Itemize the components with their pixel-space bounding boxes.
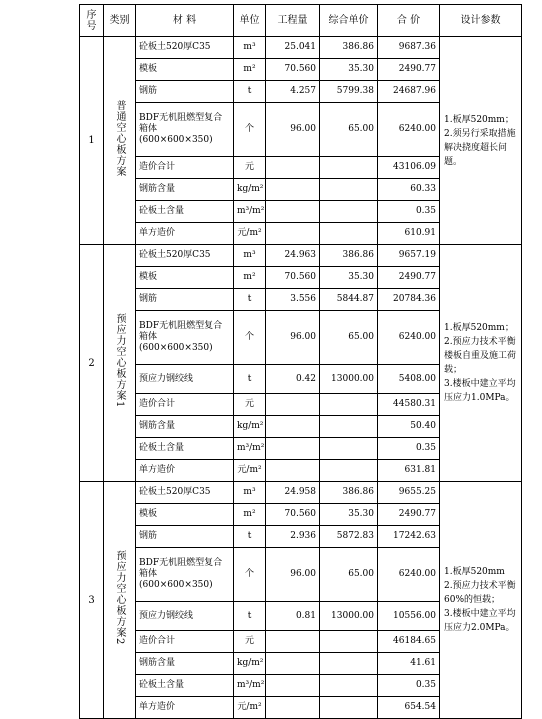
total-cell: 0.35 [378, 438, 440, 460]
header-cell-unit: 单位 [234, 5, 266, 37]
unit-cell: 元/m² [234, 460, 266, 482]
quantity-cell: 70.560 [266, 59, 320, 81]
total-cell: 43106.09 [378, 157, 440, 179]
quantity-cell: 3.556 [266, 289, 320, 311]
unit-cell: m³/m² [234, 438, 266, 460]
unit-price-cell: 386.86 [320, 245, 378, 267]
group-category: 预应力空心板方案2 [114, 550, 125, 646]
header-row [80, 5, 522, 37]
design-parameter-line: 2.预应力技术平衡楼板自重及施工荷载； [444, 337, 517, 375]
material-cell: 模板 [136, 504, 234, 526]
unit-price-cell [320, 697, 378, 719]
unit-price-cell: 65.00 [320, 311, 378, 365]
material-cell: 砼板土含量 [136, 675, 234, 697]
quantity-cell [266, 416, 320, 438]
unit-price-cell: 5872.83 [320, 526, 378, 548]
quantity-cell [266, 201, 320, 223]
quantity-cell [266, 460, 320, 482]
material-cell: 造价合计 [136, 394, 234, 416]
design-parameter-line: 3.楼板中建立平均压应力1.0MPa。 [444, 379, 516, 403]
unit-price-cell: 35.30 [320, 504, 378, 526]
quantity-cell: 25.041 [266, 37, 320, 59]
unit-cell: kg/m² [234, 179, 266, 201]
material-cell: 钢筋 [136, 526, 234, 548]
unit-cell: kg/m² [234, 416, 266, 438]
unit-price-cell [320, 223, 378, 245]
total-cell: 50.40 [378, 416, 440, 438]
unit-price-cell: 13000.00 [320, 365, 378, 394]
material-cell: 砼板土含量 [136, 438, 234, 460]
total-cell: 5408.00 [378, 365, 440, 394]
total-cell: 654.54 [378, 697, 440, 719]
quantity-cell [266, 223, 320, 245]
unit-price-cell [320, 460, 378, 482]
total-cell: 9655.25 [378, 482, 440, 504]
unit-price-cell [320, 394, 378, 416]
total-cell: 60.33 [378, 179, 440, 201]
material-cell: 砼板土520厚C35 [136, 245, 234, 267]
material-cell: 预应力钢绞线 [136, 365, 234, 394]
unit-cell: t [234, 81, 266, 103]
unit-price-cell: 65.00 [320, 103, 378, 157]
total-cell: 631.81 [378, 460, 440, 482]
total-cell: 44580.31 [378, 394, 440, 416]
unit-price-cell: 5799.38 [320, 81, 378, 103]
unit-cell: t [234, 365, 266, 394]
quantity-cell [266, 653, 320, 675]
total-cell: 6240.00 [378, 548, 440, 602]
group-category: 预应力空心板方案1 [114, 313, 125, 409]
unit-cell: 个 [234, 103, 266, 157]
quantity-cell: 0.81 [266, 602, 320, 631]
quantity-cell: 0.42 [266, 365, 320, 394]
material-cell: 钢筋含量 [136, 416, 234, 438]
quantity-cell: 4.257 [266, 81, 320, 103]
design-parameter-line: 2.须另行采取措施解决挠度超长问题。 [444, 128, 516, 167]
total-cell: 2490.77 [378, 267, 440, 289]
total-cell: 2490.77 [378, 504, 440, 526]
unit-price-cell [320, 179, 378, 201]
material-cell: 单方造价 [136, 460, 234, 482]
quantity-cell: 2.936 [266, 526, 320, 548]
unit-price-cell [320, 675, 378, 697]
unit-cell: m² [234, 59, 266, 81]
unit-cell: 元 [234, 157, 266, 179]
unit-price-cell [320, 157, 378, 179]
cost-comparison-table [79, 4, 522, 719]
material-cell: 砼板土含量 [136, 201, 234, 223]
design-parameters-cell [440, 37, 522, 245]
material-cell: 造价合计 [136, 157, 234, 179]
unit-price-cell [320, 653, 378, 675]
table-body [80, 37, 522, 719]
total-cell: 9687.36 [378, 37, 440, 59]
group-category-cell [104, 482, 136, 719]
material-cell: 模板 [136, 267, 234, 289]
unit-price-cell: 35.30 [320, 59, 378, 81]
unit-cell: 个 [234, 548, 266, 602]
material-cell: 单方造价 [136, 697, 234, 719]
material-cell: 钢筋 [136, 289, 234, 311]
quantity-cell [266, 179, 320, 201]
unit-cell: t [234, 526, 266, 548]
design-parameters-cell [440, 482, 522, 719]
quantity-cell [266, 631, 320, 653]
unit-cell: t [234, 602, 266, 631]
unit-cell: m³/m² [234, 201, 266, 223]
design-parameter-line: 1.板厚520mm [444, 567, 505, 577]
quantity-cell [266, 394, 320, 416]
material-cell: 钢筋含量 [136, 179, 234, 201]
total-cell: 20784.36 [378, 289, 440, 311]
material-cell: 钢筋 [136, 81, 234, 103]
quantity-cell: 70.560 [266, 504, 320, 526]
material-cell: 砼板土520厚C35 [136, 37, 234, 59]
unit-price-cell [320, 416, 378, 438]
unit-cell: t [234, 289, 266, 311]
total-cell: 0.35 [378, 201, 440, 223]
quantity-cell [266, 675, 320, 697]
header-cell-quantity: 工程量 [266, 5, 320, 37]
group-category-cell [104, 37, 136, 245]
total-cell: 2490.77 [378, 59, 440, 81]
header-cell-design: 设计参数 [440, 5, 522, 37]
unit-cell: 个 [234, 311, 266, 365]
header-cell-no: 序号 [80, 5, 104, 37]
unit-price-cell [320, 631, 378, 653]
quantity-cell: 96.00 [266, 103, 320, 157]
table-row [80, 37, 522, 59]
group-category: 普通空心板方案 [114, 100, 125, 177]
quantity-cell [266, 157, 320, 179]
design-parameters-cell [440, 245, 522, 482]
total-cell: 6240.00 [378, 103, 440, 157]
unit-price-cell: 13000.00 [320, 602, 378, 631]
unit-cell: 元 [234, 394, 266, 416]
quantity-cell [266, 697, 320, 719]
unit-price-cell: 386.86 [320, 37, 378, 59]
unit-cell: m³ [234, 482, 266, 504]
unit-price-cell: 65.00 [320, 548, 378, 602]
material-cell: 预应力钢绞线 [136, 602, 234, 631]
design-parameter-line: 3.楼板中建立平均压应力2.0MPa。 [444, 609, 516, 633]
total-cell: 0.35 [378, 675, 440, 697]
material-cell: 造价合计 [136, 631, 234, 653]
unit-price-cell: 35.30 [320, 267, 378, 289]
group-number: 3 [80, 482, 104, 719]
unit-cell: m³/m² [234, 675, 266, 697]
unit-cell: 元/m² [234, 697, 266, 719]
group-number: 2 [80, 245, 104, 482]
unit-price-cell [320, 438, 378, 460]
total-cell: 9657.19 [378, 245, 440, 267]
quantity-cell: 70.560 [266, 267, 320, 289]
unit-price-cell: 5844.87 [320, 289, 378, 311]
material-cell: 单方造价 [136, 223, 234, 245]
quantity-cell: 96.00 [266, 311, 320, 365]
material-cell: 钢筋含量 [136, 653, 234, 675]
group-number: 1 [80, 37, 104, 245]
header-cell-category: 类别 [104, 5, 136, 37]
quantity-cell [266, 438, 320, 460]
design-parameter-line: 1.板厚520mm； [444, 114, 514, 125]
unit-price-cell [320, 201, 378, 223]
table-row [80, 245, 522, 267]
unit-price-cell: 386.86 [320, 482, 378, 504]
unit-cell: m² [234, 267, 266, 289]
material-cell: 模板 [136, 59, 234, 81]
unit-cell: m³ [234, 37, 266, 59]
header-cell-material: 材 料 [136, 5, 234, 37]
unit-cell: m³ [234, 245, 266, 267]
quantity-cell: 24.958 [266, 482, 320, 504]
material-cell: BDF无机阻燃型复合箱体(600×600×350) [136, 311, 234, 365]
table-row [80, 482, 522, 504]
group-category-cell [104, 245, 136, 482]
material-cell: BDF无机阻燃型复合箱体(600×600×350) [136, 103, 234, 157]
total-cell: 610.91 [378, 223, 440, 245]
design-parameter-line: 2.预应力技术平衡60%的恒载； [444, 581, 516, 605]
material-cell: BDF无机阻燃型复合箱体(600×600×350) [136, 548, 234, 602]
total-cell: 46184.65 [378, 631, 440, 653]
material-cell: 砼板土520厚C35 [136, 482, 234, 504]
header-cell-unit-price: 综合单价 [320, 5, 378, 37]
quantity-cell: 24.963 [266, 245, 320, 267]
header-cell-total: 合 价 [378, 5, 440, 37]
design-parameter-line: 1.板厚520mm； [444, 323, 514, 333]
unit-cell: m² [234, 504, 266, 526]
total-cell: 24687.96 [378, 81, 440, 103]
total-cell: 6240.00 [378, 311, 440, 365]
unit-cell: kg/m² [234, 653, 266, 675]
total-cell: 17242.63 [378, 526, 440, 548]
unit-cell: 元/m² [234, 223, 266, 245]
total-cell: 41.61 [378, 653, 440, 675]
quantity-cell: 96.00 [266, 548, 320, 602]
total-cell: 10556.00 [378, 602, 440, 631]
unit-cell: 元 [234, 631, 266, 653]
